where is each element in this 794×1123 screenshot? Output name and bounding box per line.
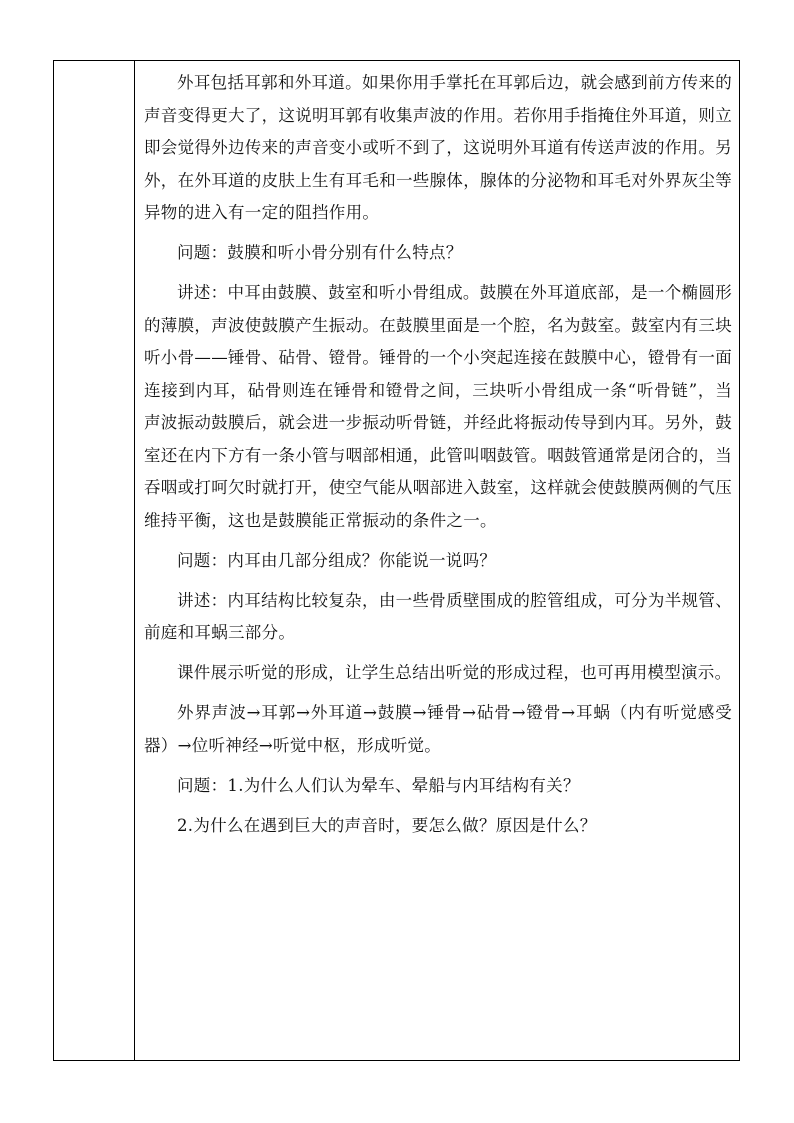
lesson-table bbox=[53, 60, 740, 1061]
paragraph-question-inner-ear: 问题：内耳由几部分组成？你能说一说吗？ bbox=[177, 550, 497, 570]
column-divider bbox=[134, 61, 135, 1060]
lesson-content-cell bbox=[136, 61, 738, 842]
paragraph-hearing-pathway: 外界声波→耳郭→外耳道→鼓膜→锤骨→砧骨→镫骨→耳蜗（内有听觉感受器）→位听神经→听觉中枢，形成听觉。 bbox=[144, 703, 732, 755]
paragraph-middle-ear: 讲述：中耳由鼓膜、鼓室和听小骨组成。鼓膜在外耳道底部，是一个椭圆形的薄膜，声波使鼓膜产生振动。在鼓膜里面是一个腔，名为鼓室。鼓室内有三块听小骨——锤骨、砧骨、镫骨。锤骨的一个小突起连接在鼓膜中心，镫骨有一面连接到内耳，砧骨则连在锤骨和镫骨之间，三块听小骨组成一条“听骨链”，当声波振动鼓膜后，就会进一步振动听骨链，并经此将振动传导到内耳。另外，鼓室还在内下方有一条小管与咽部相通，此管叫咽鼓管。咽鼓管通常是闭合的，当吞咽或打呵欠时就打开，使空气能从咽部进入鼓室，这样就会使鼓膜两侧的气压维持平衡，这也是鼓膜能正常振动的条件之一。 bbox=[144, 283, 732, 530]
paragraph-question-2: 2.为什么在遇到巨大的声音时，要怎么做？原因是什么？ bbox=[177, 815, 597, 835]
paragraph-inner-ear: 讲述：内耳结构比较复杂，由一些骨质壁围成的腔管组成，可分为半规管、前庭和耳蜗三部分。 bbox=[144, 590, 732, 642]
paragraph-question-1: 问题：1.为什么人们认为晕车、晕船与内耳结构有关？ bbox=[177, 775, 580, 795]
paragraph-question-eardrum: 问题：鼓膜和听小骨分别有什么特点？ bbox=[177, 243, 463, 262]
paragraph-outer-ear: 外耳包括耳郭和外耳道。如果你用手掌托在耳郭后边，就会感到前方传来的声音变得更大了，这说明耳郭有收集声波的作用。若你用手指掩住外耳道，则立即会觉得外边传来的声音变小或听不到了，这说明外耳道有传送声波的作用。另外，在外耳道的皮肤上生有耳毛和一些腺体，腺体的分泌物和耳毛对外界灰尘等异物的进入有一定的阻挡作用。 bbox=[144, 73, 732, 222]
paragraph-courseware: 课件展示听觉的形成，让学生总结出听觉的形成过程，也可再用模型演示。 bbox=[177, 663, 732, 682]
